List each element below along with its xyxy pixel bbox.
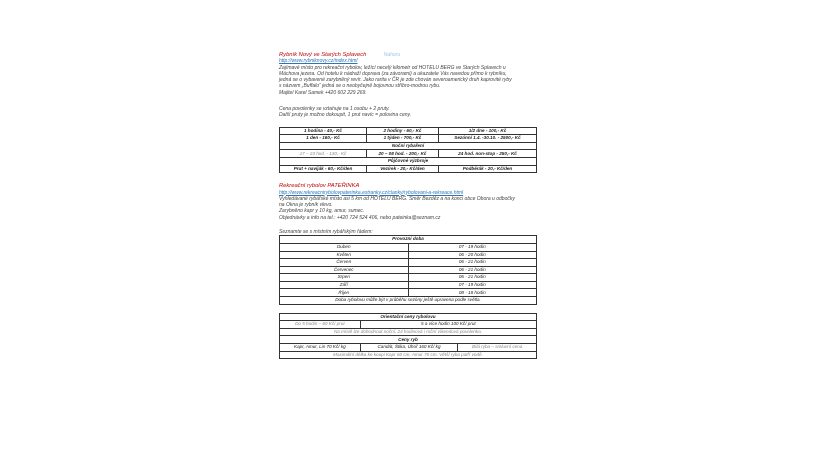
table-cell: Prut + navíják - 60,- Kč/den xyxy=(280,165,367,173)
top-link[interactable]: Nahoru xyxy=(383,52,401,58)
table-cell: Sezónní 1.4. -30.10. - 2500,- Kč xyxy=(438,135,536,143)
month-cell: Říjen xyxy=(280,289,409,297)
table-note: Maximální délka ke koupi Kapr 60 cm, Amur 70 cm. Větší ryba patří vodě. xyxy=(280,351,537,359)
description-line: jedná se o vybavené zarybněný revír. Jako rarita v ČR je zde chován severoamerický druh kaprovité ryby xyxy=(279,77,512,84)
table-row xyxy=(280,297,537,305)
description-line: Zarybněno kapr y 10 kg, amur, sumec. xyxy=(279,208,365,215)
prices-table xyxy=(279,313,537,360)
description-line: na Okna je rybník vlevo. xyxy=(279,202,333,209)
table-cell: 1 týden - 700,- Kč xyxy=(366,135,438,143)
hours-cell: 08 - 18 hodin xyxy=(408,289,537,297)
table-row xyxy=(280,328,537,336)
table-header: Půjčovné výzbroje xyxy=(280,158,537,166)
website-link[interactable]: http://www.rekreacnirybolovpaterinka.estranky.cz/clanky/rybolovani-a-rekreace.html xyxy=(279,189,464,196)
table-cell: Do 5 hodin – 60 Kč/ prut xyxy=(280,321,361,329)
hours-cell: 06 - 21 hodin xyxy=(408,266,537,274)
description-line: Majitel Karel Samek +420 602 229 269. xyxy=(279,89,367,96)
table-row xyxy=(280,259,537,267)
document-page xyxy=(279,52,539,359)
table-cell: Kapr, Amur, Lin 70 Kč/ kg xyxy=(280,344,361,352)
section-rybnik-novy xyxy=(279,52,539,173)
table-cell: 24 hod. non-stop - 250,- Kč xyxy=(438,150,536,158)
table-note: Na místě lze dohodnout noční, 24 hodinová i roční víkendová povolenka. xyxy=(280,328,537,336)
table-cell: 1 hodina - 40,- Kč xyxy=(280,127,367,135)
month-cell: Červen xyxy=(280,259,409,267)
hours-table xyxy=(279,235,537,304)
hours-cell: 07 - 19 hodin xyxy=(408,243,537,251)
table-cell: 1 den - 160,- Kč xyxy=(280,135,367,143)
month-cell: Duben xyxy=(280,243,409,251)
table-row xyxy=(280,274,537,282)
intro-line: Seznamte se s místním rybářským řádem: xyxy=(279,229,373,236)
description-line: Zajímavé místo pro rekreační rybolov, ležící necelý kilometr od HOTELU BERG ve Starých Splavech u xyxy=(279,64,506,71)
price-table xyxy=(279,127,537,174)
note-line: Cena povolenky se vztahuje na 1 osobu + 2 pruty. xyxy=(279,106,390,113)
table-row xyxy=(280,236,537,244)
table-row xyxy=(280,313,537,321)
hours-note: Doba rybolovu může být v průběhu sezóny ještě upravena podle světla. xyxy=(280,297,537,305)
table-row xyxy=(280,336,537,344)
month-cell: Květen xyxy=(280,251,409,259)
table-cell: 5 a více hodin 100 Kč/ prut xyxy=(360,321,536,329)
description-line: Vyhledávané rybářské místo asi 5 km od HOTELU BERG. Směr Bezděz a na konci obce Obora u odbočky xyxy=(279,195,515,202)
section-title: Rybník Nový ve Starých Splavech xyxy=(279,52,367,58)
table-cell: Podběrák - 20,- Kč/den xyxy=(438,165,536,173)
table-header: Noční rybaření xyxy=(280,142,537,150)
section-paterinka xyxy=(279,183,539,359)
table-row xyxy=(280,243,537,251)
description-line: Máchova jezera. Od hotelu k nádraží doprava (za závorami) a ukazatele Vás navedou přímo k rybníku, xyxy=(279,70,507,77)
note-line: Další pruty je možno dokoupit, 1 prut navíc = polovina ceny. xyxy=(279,112,412,119)
table-cell: Candát, Štika, Úhoř 160 Kč/ kg xyxy=(360,344,458,352)
hours-cell: 06 - 20 hodin xyxy=(408,251,537,259)
table-row xyxy=(280,158,537,166)
table-header: Ceny ryb xyxy=(280,336,537,344)
description-line: Objednávky a info na tel.: +420 724 524 406, nebo pateinka@seznam.cz xyxy=(279,214,441,221)
table-row xyxy=(280,127,537,135)
table-cell: 20 – 08 hod. - 200,- Kč xyxy=(366,150,438,158)
section-title: Rekreační rybolov PATEŘINKA xyxy=(279,183,360,190)
hours-cell: 07 - 19 hodin xyxy=(408,281,537,289)
table-row xyxy=(280,351,537,359)
table-row xyxy=(280,165,537,173)
table-header: Provozní doba xyxy=(280,236,537,244)
hours-cell: 06 - 21 hodin xyxy=(408,274,537,282)
table-row xyxy=(280,321,537,329)
website-link[interactable]: http://www.rybniknovy.cz/index.html xyxy=(279,58,358,65)
table-row xyxy=(280,251,537,259)
table-row xyxy=(280,142,537,150)
table-cell: Vezírek - 20,- Kč/den xyxy=(366,165,438,173)
table-row xyxy=(280,344,537,352)
description-line: s názvem „Buffalo“ jedná se o neobyčejně bojovnou stříbro-modrou rybu. xyxy=(279,83,441,90)
month-cell: Srpen xyxy=(280,274,409,282)
hours-cell: 06 - 21 hodin xyxy=(408,259,537,267)
table-cell: 2 hodiny - 60,- Kč xyxy=(366,127,438,135)
table-cell: 17 – 23 hod. - 130,- Kč xyxy=(280,150,367,158)
table-row xyxy=(280,266,537,274)
table-cell: 1/2 dne - 100,- Kč xyxy=(438,127,536,135)
table-row xyxy=(280,135,537,143)
table-row xyxy=(280,150,537,158)
month-cell: Červenec xyxy=(280,266,409,274)
table-cell: Bílá ryba – smluvní cena xyxy=(458,344,537,352)
table-row xyxy=(280,289,537,297)
table-header: Orientační ceny rybolovu xyxy=(280,313,537,321)
month-cell: Září xyxy=(280,281,409,289)
table-row xyxy=(280,281,537,289)
